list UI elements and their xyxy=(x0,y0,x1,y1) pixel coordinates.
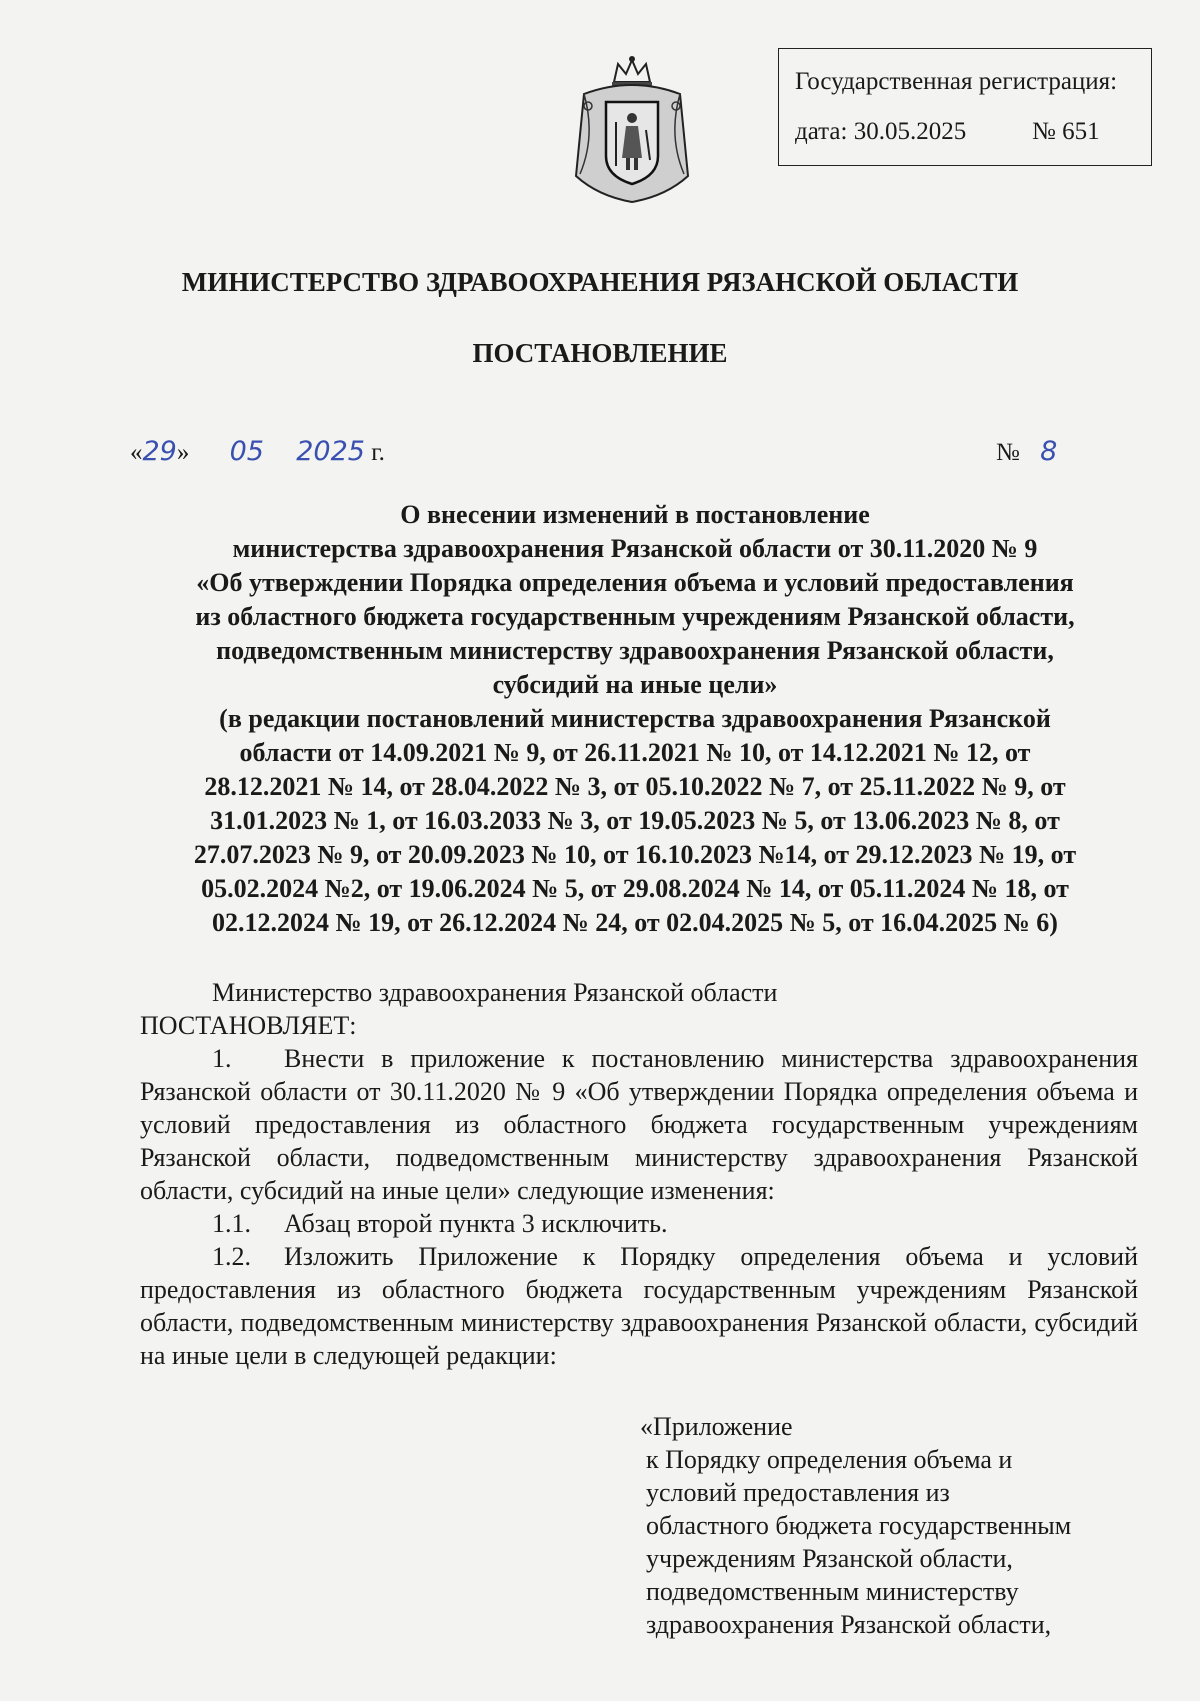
resolves-heading: ПОСТАНОВЛЯЕТ: xyxy=(140,1011,357,1040)
title-line: О внесении изменений в постановление xyxy=(400,500,870,529)
paragraph-1-1 xyxy=(140,1207,1138,1240)
paragraph-1-2 xyxy=(140,1240,1138,1372)
title-line: 27.07.2023 № 9, от 20.09.2023 № 10, от 16.10.2023 №14, от 29.12.2023 № 19, от xyxy=(193,840,1077,869)
appendix-line: «Приложение xyxy=(640,1412,793,1441)
ministry-name: МИНИСТЕРСТВО ЗДРАВООХРАНЕНИЯ РЯЗАНСКОЙ ОБЛАСТИ xyxy=(181,267,1019,297)
title-line: министерства здравоохранения Рязанской области от 30.11.2020 № 9 xyxy=(232,534,1038,563)
paragraph-1-2-text: Изложить Приложение к Порядку определения объема и условий предоставления из областного бюджета государственным учреждениям Рязанской области, подведомственным министерству здравоохранения Рязанской области, субсидий на иные цели в следующей редакции: xyxy=(140,1242,1138,1370)
title-line: 31.01.2023 № 1, от 16.03.2033 № 3, от 19.05.2023 № 5, от 13.06.2023 № 8, от xyxy=(210,806,1060,835)
document-date xyxy=(130,432,385,473)
appendix-line: к Порядку определения объема и xyxy=(646,1445,1013,1474)
registration-box xyxy=(778,48,1152,166)
number-label: № xyxy=(996,439,1020,466)
paragraph-1 xyxy=(140,1042,1138,1207)
paragraph-1-2-number: 1.2. xyxy=(212,1242,251,1271)
appendix-header xyxy=(640,1410,1146,1641)
date-open-quote: « xyxy=(130,439,143,466)
document-type: ПОСТАНОВЛЕНИЕ xyxy=(472,338,728,368)
number-value: 8 xyxy=(1040,436,1058,467)
paragraph-1-number: 1. xyxy=(212,1044,232,1073)
ryazan-coat-of-arms-icon xyxy=(566,56,698,206)
title-line: субсидий на иные цели» xyxy=(492,670,778,699)
title-line: 28.12.2021 № 14, от 28.04.2022 № 3, от 05.10.2022 № 7, от 25.11.2022 № 9, от xyxy=(204,772,1066,801)
document-body xyxy=(140,976,1138,1372)
paragraph-1-1-number: 1.1. xyxy=(212,1209,251,1238)
title-line: 02.12.2024 № 19, от 26.12.2024 № 24, от 02.04.2025 № 5, от 16.04.2025 № 6) xyxy=(212,908,1058,937)
title-line: (в редакции постановлений министерства здравоохранения Рязанской xyxy=(219,704,1051,733)
appendix-line: подведомственным министерству xyxy=(646,1577,1019,1606)
title-line: подведомственным министерству здравоохранения Рязанской области, xyxy=(216,636,1054,665)
paragraph-1-text: Внести в приложение к постановлению министерства здравоохранения Рязанской области от 30.11.2020 № 9 «Об утверждении Порядка определения объема и условий предоставления из областного бюджета государственным учреждениям Рязанской области, подведомственным министерству здравоохранения Рязанской области, субсидий на иные цели» следующие изменения: xyxy=(140,1044,1138,1205)
title-line: 05.02.2024 №2, от 19.06.2024 № 5, от 29.08.2024 № 14, от 05.11.2024 № 18, от xyxy=(201,874,1069,903)
title-line: из областного бюджета государственным учреждениям Рязанской области, xyxy=(195,602,1075,631)
intro-paragraph: Министерство здравоохранения Рязанской области xyxy=(212,978,778,1007)
registration-label: Государственная регистрация: xyxy=(795,68,1118,95)
title-line: «Об утверждении Порядка определения объема и условий предоставления xyxy=(196,568,1074,597)
paragraph-1-1-text: Абзац второй пункта 3 исключить. xyxy=(284,1209,668,1238)
title-line: области от 14.09.2021 № 9, от 26.11.2021 № 10, от 14.12.2021 № 12, от xyxy=(239,738,1031,767)
date-day: 29 xyxy=(142,436,177,467)
date-year: 2025 xyxy=(296,436,365,467)
date-close-quote: » xyxy=(176,439,190,466)
date-suffix: г. xyxy=(371,439,385,466)
appendix-line: здравоохранения Рязанской области, xyxy=(646,1610,1052,1639)
document-number xyxy=(996,432,1057,473)
document-title xyxy=(130,498,1140,940)
appendix-line: условий предоставления из xyxy=(646,1478,950,1507)
date-month: 05 xyxy=(229,436,264,467)
registration-date: дата: 30.05.2025 xyxy=(795,118,967,145)
appendix-line: областного бюджета государственным xyxy=(646,1511,1072,1540)
appendix-line: учреждениям Рязанской области, xyxy=(646,1544,1013,1573)
registration-number: № 651 xyxy=(1032,118,1100,145)
